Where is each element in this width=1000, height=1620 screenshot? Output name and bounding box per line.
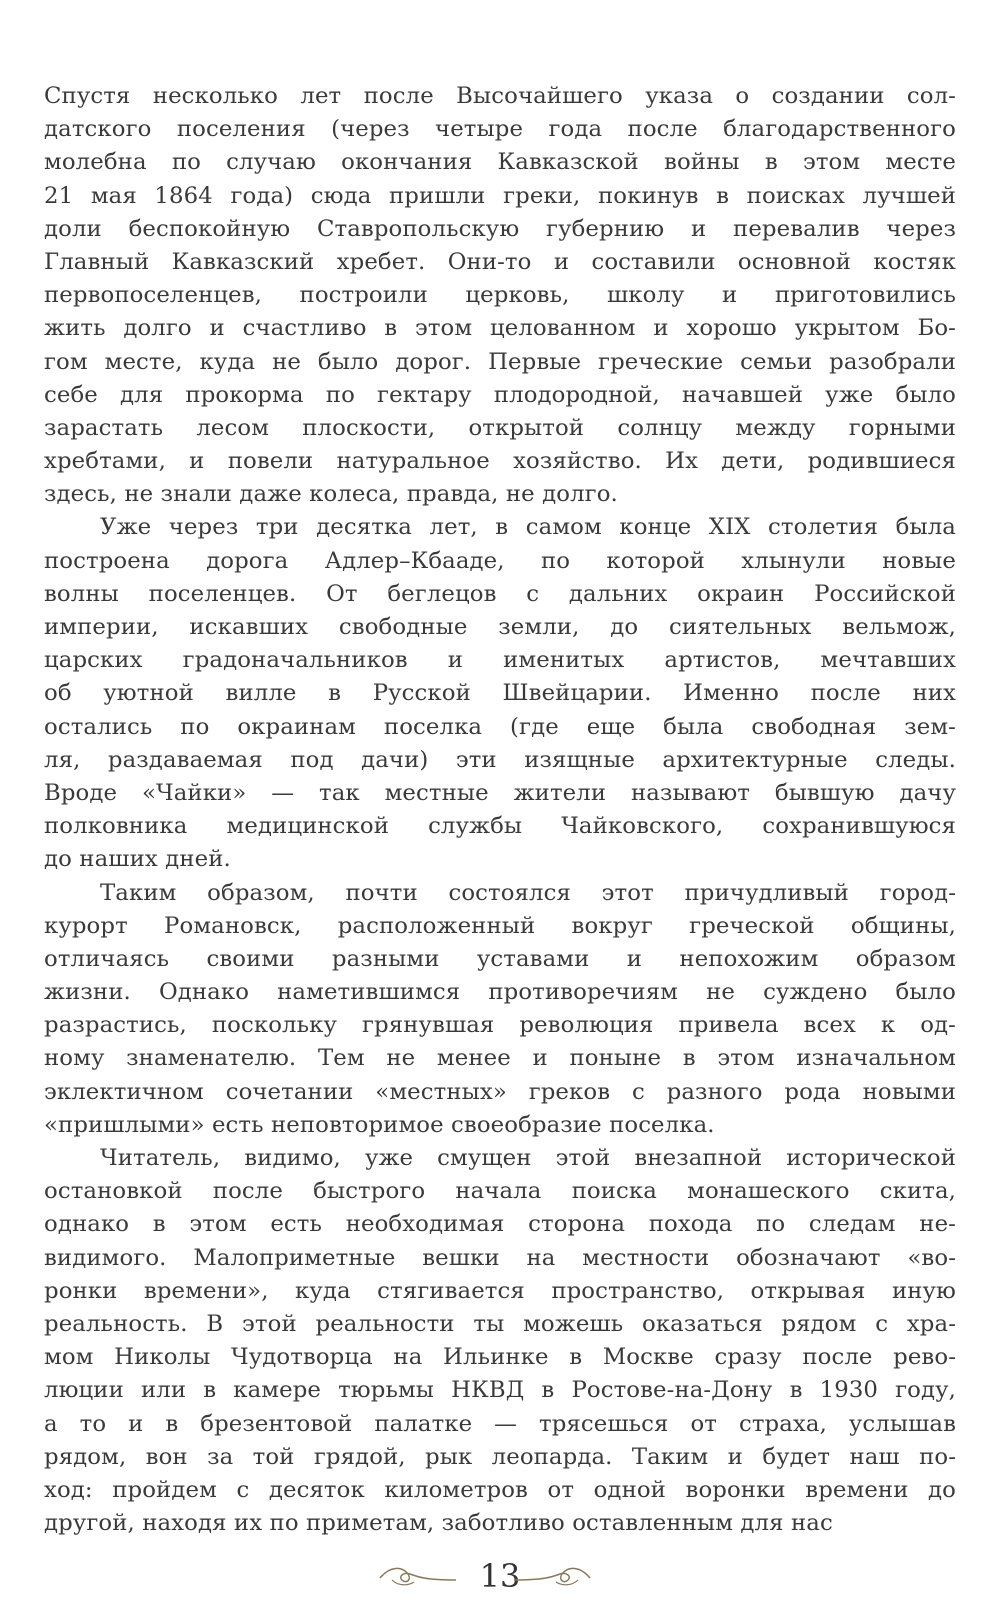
paragraph: [44, 877, 956, 1143]
page-number: 13: [479, 1557, 521, 1595]
text-line: а то и в брезентовой палатке — трясешься от страха, услышав: [44, 1410, 956, 1437]
text-line: об уютной вилле в Русской Швейцарии. Именно после них: [44, 680, 956, 707]
text-line: волны поселенцев. От беглецов с дальних окраин Российской: [44, 580, 956, 607]
text-line: разрастись, поскольку грянувшая революция привела всех к од-: [44, 1012, 956, 1039]
text-line: рядом, вон за той грядой, рык леопарда. Таким и будет наш по-: [44, 1443, 956, 1470]
text-line: остались по окраинам поселка (где еще была свободная зем-: [44, 713, 956, 740]
text-line: Вроде «Чайки» — так местные жители называют бывшую дачу: [44, 779, 956, 806]
text-line: империи, искавших свободные земли, до сиятельных вельмож,: [44, 614, 956, 640]
text-line: себе для прокорма по гектару плодородной, начавшей уже было: [44, 381, 956, 408]
text-line: Главный Кавказский хребет. Они-то и составили основной костяк: [44, 248, 956, 275]
paragraph: [44, 1142, 956, 1540]
text-line: реальность. В этой реальности ты можешь оказаться рядом с хра-: [44, 1310, 956, 1337]
text-line: видимого. Малоприметные вешки на местности обозначают «во-: [44, 1244, 956, 1271]
text-line: хребтами, и повели натуральное хозяйство. Их дети, родившиеся: [44, 448, 956, 475]
text-line: однако в этом есть необходимая сторона похода по следам не-: [44, 1211, 956, 1238]
text-line: эклектичном сочетании «местных» греков с разного рода новыми: [44, 1078, 956, 1105]
page-body: [44, 80, 956, 1537]
text-line: зарастать лесом плоскости, открытой солнцу между горными: [44, 414, 956, 441]
text-line: молебна по случаю окончания Кавказской войны в этом месте: [44, 149, 956, 176]
text-line: мом Николы Чудотворца на Ильинке в Москве сразу после рево-: [44, 1344, 956, 1371]
text-line: Спустя несколько лет после Высочайшего указа о создании сол-: [44, 83, 956, 109]
text-line: Таким образом, почти состоялся этот причудливый город-: [100, 879, 956, 906]
text-line: жить долго и счастливо в этом целованном и хорошо укрытом Бо-: [44, 315, 956, 342]
text-line: остановкой после быстрого начала поиска монашеского скита,: [44, 1178, 956, 1205]
text-line: Уже через три десятка лет, в самом конце XIX столетия была: [100, 514, 956, 541]
text-line: ному знаменателю. Тем не менее и поныне в этом изначальном: [44, 1045, 956, 1072]
paragraph: [44, 80, 956, 511]
text-line: 21 мая 1864 года) сюда пришли греки, покинув в поисках лучшей: [44, 182, 956, 209]
text-line: полковника медицинской службы Чайковского, сохранившуюся: [44, 813, 956, 840]
text-line: Читатель, видимо, уже смущен этой внезапной исторической: [100, 1145, 956, 1171]
text-line: первопоселенцев, построили церковь, школу и приготовились: [44, 282, 956, 309]
text-line: отличаясь своими разными уставами и непохожим образом: [44, 945, 956, 972]
paragraph: [44, 511, 956, 876]
text-line: ронки времени», куда стягивается пространство, открывая иную: [44, 1277, 956, 1304]
text-line: построена дорога Адлер–Кбааде, по которой хлынули новые: [44, 547, 956, 574]
text-line: до наших дней.: [44, 846, 231, 873]
text-line: гом месте, куда не было дорог. Первые греческие семьи разобрали: [44, 348, 956, 375]
text-line: «пришлыми» есть неповторимое своеобразие поселка.: [44, 1111, 715, 1138]
page-footer: [0, 1556, 1000, 1600]
text-line: курорт Романовск, расположенный вокруг греческой общины,: [44, 912, 956, 939]
text-line: люции или в камере тюрьмы НКВД в Ростове-на-Дону в 1930 году,: [44, 1377, 956, 1404]
text-line: царских градоначальников и именитых артистов, мечтавших: [44, 647, 956, 674]
text-line: ход: пройдем с десяток километров от одной воронки времени до: [44, 1476, 956, 1503]
text-line: другой, находя их по приметам, заботливо оставленным для нас: [44, 1510, 833, 1537]
text-line: датского поселения (через четыре года после благодарственного: [44, 116, 956, 143]
text-line: ля, раздаваемая под дачи) эти изящные архитектурные следы.: [44, 746, 956, 773]
text-line: доли беспокойную Ставропольскую губернию и перевалив через: [44, 215, 956, 242]
text-line: здесь, не знали даже колеса, правда, не долго.: [44, 481, 618, 508]
right-ornament-icon: [512, 1560, 592, 1590]
text-line: жизни. Однако наметившимся противоречиям не суждено было: [44, 979, 956, 1006]
